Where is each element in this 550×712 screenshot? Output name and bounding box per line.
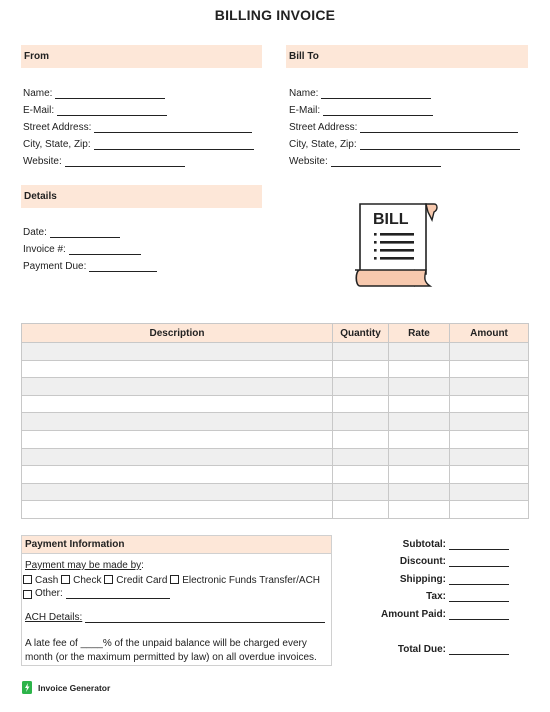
from-field-label: Street Address:	[23, 122, 92, 133]
details-field-input-line[interactable]	[89, 263, 157, 272]
subtotal-row	[346, 539, 509, 550]
table-row	[22, 466, 529, 484]
from-field-input-line[interactable]	[65, 158, 185, 167]
column-amount: Amount	[450, 324, 529, 343]
quantity-cell[interactable]	[333, 430, 389, 448]
bill-to-field-label: Street Address:	[289, 122, 358, 133]
amount-cell[interactable]	[450, 501, 529, 519]
from-field-input-line[interactable]	[94, 141, 254, 150]
bill-to-header: Bill To	[286, 45, 528, 68]
payment-information-box	[21, 535, 332, 666]
discount-row	[346, 556, 509, 567]
payment-options	[23, 575, 320, 586]
rate-cell[interactable]	[389, 378, 450, 396]
description-cell[interactable]	[22, 360, 333, 378]
other-label: Other:	[35, 588, 63, 599]
tax-line[interactable]	[449, 593, 509, 602]
quantity-cell[interactable]	[333, 378, 389, 396]
table-row	[22, 413, 529, 431]
description-cell[interactable]	[22, 448, 333, 466]
quantity-cell[interactable]	[333, 448, 389, 466]
details-field-input-line[interactable]	[69, 246, 141, 255]
rate-cell[interactable]	[389, 343, 450, 361]
total-due-row	[346, 644, 509, 655]
cash-label: Cash	[35, 575, 59, 586]
from-field	[23, 105, 167, 116]
from-field	[23, 88, 165, 99]
rate-cell[interactable]	[389, 395, 450, 413]
column-description: Description	[22, 324, 333, 343]
table-row	[22, 483, 529, 501]
bill-to-field-input-line[interactable]	[321, 90, 431, 99]
footer-brand	[22, 681, 110, 694]
amount-cell[interactable]	[450, 343, 529, 361]
eft-ach-checkbox[interactable]	[170, 575, 179, 584]
late-fee-line-2: month (or the maximum permitted by law) on all overdue invoices.	[25, 652, 317, 663]
tax-label: Tax:	[426, 591, 446, 602]
shipping-label: Shipping:	[399, 574, 446, 585]
rate-cell[interactable]	[389, 413, 450, 431]
quantity-cell[interactable]	[333, 395, 389, 413]
details-field-label: Date:	[23, 227, 47, 238]
description-cell[interactable]	[22, 430, 333, 448]
ach-details-input-line[interactable]	[85, 614, 325, 623]
quantity-cell[interactable]	[333, 483, 389, 501]
invoice-generator-logo-icon	[22, 681, 32, 694]
check-checkbox[interactable]	[61, 575, 70, 584]
quantity-cell[interactable]	[333, 501, 389, 519]
credit-card-label: Credit Card	[116, 575, 168, 586]
bill-to-field	[289, 139, 520, 150]
table-row	[22, 430, 529, 448]
from-field-input-line[interactable]	[94, 124, 252, 133]
column-rate: Rate	[389, 324, 450, 343]
amount-paid-label: Amount Paid:	[381, 609, 446, 620]
description-cell[interactable]	[22, 466, 333, 484]
rate-cell[interactable]	[389, 483, 450, 501]
from-field-input-line[interactable]	[57, 107, 167, 116]
from-field	[23, 156, 185, 167]
table-header-row	[22, 324, 529, 343]
from-field-label: City, State, Zip:	[23, 139, 91, 150]
table-row	[22, 395, 529, 413]
bill-to-field-label: E-Mail:	[289, 105, 321, 116]
description-cell[interactable]	[22, 395, 333, 413]
amount-paid-row	[346, 609, 509, 620]
bill-to-field-input-line[interactable]	[331, 158, 441, 167]
ach-details-label: ACH Details:	[25, 612, 83, 623]
amount-cell[interactable]	[450, 413, 529, 431]
quantity-cell[interactable]	[333, 413, 389, 431]
from-field	[23, 122, 252, 133]
payment-may-be-made-by: Payment may be made by	[25, 560, 142, 571]
check-label: Check	[73, 575, 102, 586]
amount-cell[interactable]	[450, 378, 529, 396]
payment-intro-colon: :	[141, 560, 144, 571]
from-field-label: Name:	[23, 88, 53, 99]
other-field	[23, 588, 170, 599]
table-row	[22, 360, 529, 378]
shipping-row	[346, 574, 509, 585]
subtotal-line[interactable]	[449, 541, 509, 550]
bill-icon	[354, 200, 442, 290]
details-field-input-line[interactable]	[50, 229, 120, 238]
amount-cell[interactable]	[450, 466, 529, 484]
details-field-label: Invoice #:	[23, 244, 66, 255]
late-fee-notice	[25, 637, 317, 665]
amount-cell[interactable]	[450, 395, 529, 413]
subtotal-label: Subtotal:	[402, 539, 446, 550]
bill-to-field	[289, 88, 431, 99]
items-table	[21, 323, 529, 519]
quantity-cell[interactable]	[333, 466, 389, 484]
rate-cell[interactable]	[389, 448, 450, 466]
amount-cell[interactable]	[450, 360, 529, 378]
from-header: From	[21, 45, 262, 68]
credit-card-checkbox[interactable]	[104, 575, 113, 584]
tax-row	[346, 591, 509, 602]
bill-to-field-input-line[interactable]	[323, 107, 433, 116]
discount-line[interactable]	[449, 558, 509, 567]
rate-cell[interactable]	[389, 430, 450, 448]
from-field	[23, 139, 254, 150]
total-due-line[interactable]	[449, 646, 509, 655]
cash-checkbox[interactable]	[23, 575, 32, 584]
from-field-input-line[interactable]	[55, 90, 165, 99]
details-field	[23, 261, 157, 272]
eft-ach-label: Electronic Funds Transfer/ACH	[182, 575, 321, 586]
rate-cell[interactable]	[389, 466, 450, 484]
description-cell[interactable]	[22, 413, 333, 431]
other-checkbox[interactable]	[23, 590, 32, 599]
bill-to-field	[289, 122, 518, 133]
discount-label: Discount:	[399, 556, 446, 567]
bill-to-field	[289, 105, 433, 116]
bill-to-field-label: Name:	[289, 88, 319, 99]
bill-to-field-input-line[interactable]	[360, 124, 518, 133]
description-cell[interactable]	[22, 343, 333, 361]
bill-to-field-input-line[interactable]	[360, 141, 520, 150]
quantity-cell[interactable]	[333, 360, 389, 378]
rate-cell[interactable]	[389, 360, 450, 378]
invoice-generator-brand: Invoice Generator	[38, 682, 111, 693]
late-fee-line-1: A late fee of ____% of the unpaid balance will be charged every	[25, 638, 307, 649]
amount-paid-line[interactable]	[449, 611, 509, 620]
payment-methods-intro	[25, 560, 144, 571]
description-cell[interactable]	[22, 483, 333, 501]
column-quantity: Quantity	[333, 324, 389, 343]
details-field	[23, 227, 120, 238]
shipping-line[interactable]	[449, 576, 509, 585]
bill-icon-text: BILL	[373, 211, 409, 228]
details-field-label: Payment Due:	[23, 261, 87, 272]
table-row	[22, 378, 529, 396]
bill-to-field-label: City, State, Zip:	[289, 139, 357, 150]
from-field-label: E-Mail:	[23, 105, 55, 116]
amount-cell[interactable]	[450, 430, 529, 448]
total-due-label: Total Due:	[397, 644, 446, 655]
table-row	[22, 448, 529, 466]
rate-cell[interactable]	[389, 501, 450, 519]
ach-details-field	[25, 612, 325, 623]
table-row	[22, 501, 529, 519]
payment-information-header: Payment Information	[22, 536, 331, 554]
quantity-cell[interactable]	[333, 343, 389, 361]
other-input-line[interactable]	[66, 590, 170, 599]
description-cell[interactable]	[22, 378, 333, 396]
bill-to-field	[289, 156, 441, 167]
amount-cell[interactable]	[450, 483, 529, 501]
description-cell[interactable]	[22, 501, 333, 519]
details-field	[23, 244, 141, 255]
amount-cell[interactable]	[450, 448, 529, 466]
table-row	[22, 343, 529, 361]
bill-to-field-label: Website:	[289, 156, 328, 167]
details-header: Details	[21, 185, 262, 208]
from-field-label: Website:	[23, 156, 62, 167]
page-title: BILLING INVOICE	[214, 7, 336, 23]
